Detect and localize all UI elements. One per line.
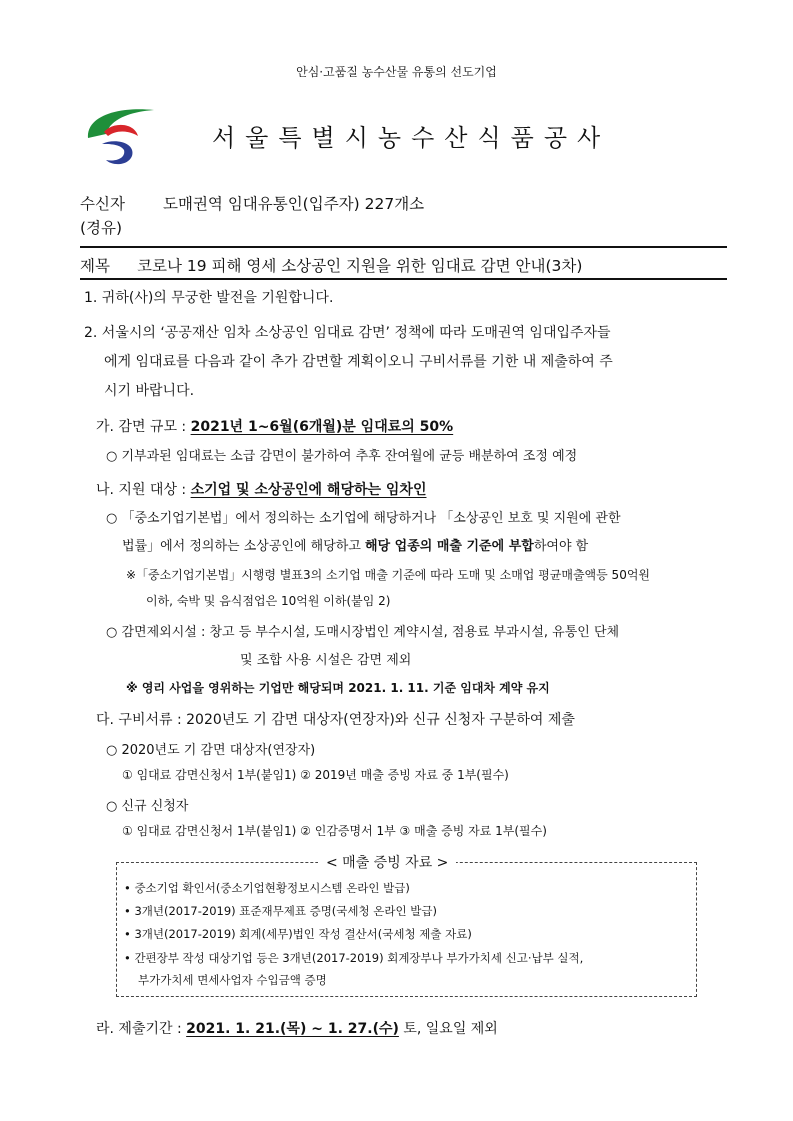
logo-green-swoosh [88, 109, 154, 138]
section-na-value: 소기업 및 소상공인에 해당하는 임차인 [190, 482, 427, 498]
slogan: 안심·고품질 농수산물 유통의 선도기업 [296, 65, 497, 79]
section-na [96, 479, 426, 499]
subject-label: 제목 [80, 257, 110, 275]
section-da-bullet-1: ○ 2020년도 기 감면 대상자(연장자) [106, 743, 316, 758]
recipient-label: 수신자 [80, 195, 125, 213]
organization-name: 서울특별시농수산식품공사 [212, 124, 611, 152]
deadline-label: 라. 제출기간 : [96, 1021, 187, 1037]
section-da-bullet-2: ○ 신규 신청자 [106, 799, 189, 814]
deadline-suffix: 토, 일요일 제외 [398, 1021, 498, 1037]
section-na-bullet-1-line-2 [122, 535, 588, 554]
evidence-item-2: • 3개년(2017-2019) 표준재무제표 증명(국세청 온라인 발급) [124, 904, 437, 918]
section-da-bullet-2-docs: ① 임대료 감면신청서 1부(붙임1) ② 인감증명서 1부 ③ 매출 증빙 자료 1부(필수) [122, 824, 547, 838]
section-da-bullet-1-docs: ① 임대료 감면신청서 1부(붙임1) ② 2019년 매출 증빙 자료 중 1부(필수) [122, 768, 509, 782]
item-2-line-3: 시기 바랍니다. [104, 383, 195, 399]
section-na-bullet-2-line-2: 및 조합 사용 시설은 감면 제외 [240, 653, 412, 668]
section-ra [96, 1018, 498, 1038]
subject-bottom-rule [80, 278, 727, 280]
section-na-bold-note: ※ 영리 사업을 영위하는 기업만 해당되며 2021. 1. 11. 기준 임대차 계약 유지 [126, 681, 550, 695]
section-na-bullet-1-line-1: ○ 「중소기업기본법」에서 정의하는 소기업에 해당하거나 「소상공인 보호 및 지원에 관한 [106, 511, 621, 526]
section-ga [96, 416, 453, 436]
section-da-title: 다. 구비서류 : 2020년도 기 감면 대상자(연장자)와 신규 신청자 구분하여 제출 [96, 712, 575, 728]
recipient-via: (경유) [80, 219, 123, 237]
recipient-value: 도매권역 임대유통인(입주자) 227개소 [163, 195, 425, 213]
section-na-bullet-1-text: 법률」에서 정의하는 소상공인에 해당하고 [122, 539, 366, 554]
item-2-line-2: 에게 임대료를 다음과 같이 추가 감면할 계획이오니 구비서류를 기한 내 제출하여 주 [104, 354, 613, 370]
evidence-item-4-continued: 부가가치세 면세사업자 수입금액 증명 [138, 973, 327, 987]
section-na-bullet-2-line-1: ○ 감면제외시설 : 창고 등 부수시설, 도매시장법인 계약시설, 점용료 부과시설, 유통인 단체 [106, 625, 620, 640]
item-2-line-1: 2. 서울시의 ‘공공재산 임차 소상공인 임대료 감면’ 정책에 따라 도매권역 임대입주자들 [84, 325, 611, 341]
section-na-label: 나. 지원 대상 : [96, 482, 191, 498]
evidence-item-1: • 중소기업 확인서(중소기업현황정보시스템 온라인 발급) [124, 881, 410, 895]
section-na-note-line-2: 이하, 숙박 및 음식점업은 10억원 이하(붙임 2) [146, 594, 391, 608]
subject-value: 코로나 19 피해 영세 소상공인 지원을 위한 임대료 감면 안내(3차) [137, 257, 583, 275]
section-na-bullet-1-tail: 하여야 함 [533, 539, 589, 554]
section-na-bullet-1-emphasis: 해당 업종의 매출 기준에 부합 [365, 539, 534, 554]
evidence-box-title: < 매출 증빙 자료 > [318, 852, 456, 872]
section-ga-value: 2021년 1~6월(6개월)분 임대료의 50% [190, 419, 454, 435]
evidence-item-4: • 간편장부 작성 대상기업 등은 3개년(2017-2019) 회계장부나 부가가치세 신고·납부 실적, [124, 951, 584, 965]
subject-top-rule [80, 246, 727, 248]
company-logo [84, 104, 156, 168]
logo-blue-swoosh [102, 141, 132, 164]
item-1: 1. 귀하(사)의 무궁한 발전을 기원합니다. [84, 290, 334, 306]
section-ga-label: 가. 감면 규모 : [96, 419, 191, 435]
deadline-value: 2021. 1. 21.(목) ~ 1. 27.(수) [186, 1021, 399, 1037]
section-ga-note: ○ 기부과된 임대료는 소급 감면이 불가하여 추후 잔여월에 균등 배분하여 조정 예정 [106, 449, 578, 464]
section-na-note-line-1: ※「중소기업기본법」시행령 별표3의 소기업 매출 기준에 따라 도매 및 소매업 평균매출액등 50억원 [126, 568, 651, 582]
evidence-item-3: • 3개년(2017-2019) 회계(세무)법인 작성 결산서(국세청 제출 자료) [124, 927, 472, 941]
